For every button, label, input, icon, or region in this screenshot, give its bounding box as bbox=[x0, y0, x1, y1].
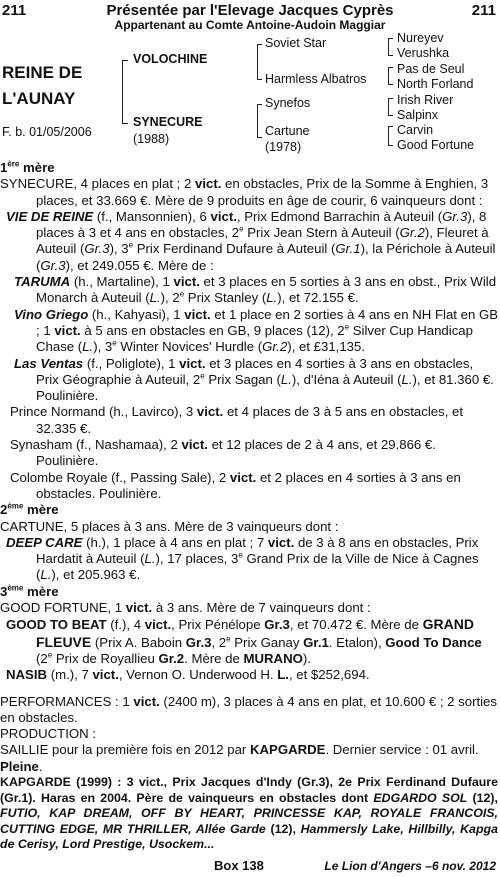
dam-good-fortune-entry: GOOD FORTUNE, 1 vict. à 3 ans. Mère de 7 vainqueurs dont : bbox=[0, 600, 371, 616]
ggparent-2: Verushka bbox=[397, 46, 450, 60]
produce-taruma: TARUMA (h., Martaline), 1 vict. et 3 places en 5 sorties à 3 ans en obst., Prix Wild Monarch à Auteuil (L.), 2e Prix Stanley (L.), et 72.155 €. bbox=[14, 274, 497, 306]
ggparent-1: Nureyev bbox=[397, 31, 444, 45]
catalogue-body bbox=[0, 160, 498, 853]
produce-nasib: NASIB (m.), 7 vict., Vernon O. Underwood H. L., et $252,694. bbox=[6, 667, 370, 683]
sale-place-date: Le Lion d'Angers –6 nov. 2012 bbox=[324, 859, 496, 873]
production: PRODUCTION : bbox=[0, 726, 96, 742]
dam-year: (1988) bbox=[133, 132, 170, 146]
produce-deep-care: DEEP CARE (h.), 1 place à 4 ans en plat ; 7 vict. de 3 à 8 ans en obstacles, Prix Hardatit à Auteuil (L.), 17 places, 3e Grand Prix de la Ville de Nice à Cagnes (L.), et 205.963 €. bbox=[6, 534, 479, 583]
produce-vie-de-reine: VIE DE REINE (f., Mansonnien), 6 vict., Prix Edmond Barrachin à Auteuil (Gr.3), 8 places à 3 et 4 ans en obstacles, 2e Prix Jean Stern à Auteuil (Gr.2), Fleuret à Auteuil (Gr.3), 3e Prix Ferdinand Dufaure à Auteuil (Gr.1), la Périchole à Auteuil (Gr.3), et 249.055 €. Mère de : bbox=[6, 208, 496, 273]
saillie: SAILLIE pour la première fois en 2012 par KAPGARDE. Dernier service : 01 avril. Pleine. bbox=[0, 742, 479, 774]
birth-info: F. b. 01/05/2006 bbox=[2, 125, 92, 139]
ggparent-6: Salpinx bbox=[397, 108, 438, 122]
ggparent-8: Good Fortune bbox=[397, 138, 475, 152]
produce-good-to-beat: GOOD TO BEAT (f.), 4 vict., Prix Pénélope Gr.3, et 70.472 €. Mère de GRAND FLEUVE (Prix A. Baboin Gr.3, 2e Prix Ganay Gr.1. Etalon), Good To Dance (2e Prix de Royallieu Gr.2. Mère de MURANO). bbox=[6, 616, 482, 666]
consignor-title: Présentée par l'Elevage Jacques Cyprès bbox=[106, 2, 394, 19]
horse-name-line1: REINE DE bbox=[2, 63, 83, 82]
kapgarde-note: KAPGARDE (1999) : 3 vict., Prix Jacques d'Indy (Gr.3), 2e Prix Ferdinand Dufaure (Gr.1). Haras en 2004. Père de vainqueurs en obstacles dont EDGARDO SOL (12), FUTIO, KAP DREAM, OFF BY HEART, PRINCESSE KAP, ROYALE FRANCOIS, CUTTING EDGE, MR THRILLER, Allée Garde (12), Hammersly Lake, Hillbilly, Kapga de Cerisy, Lord Prestige, Usockem... bbox=[0, 774, 498, 852]
grandsire-1: Soviet Star bbox=[265, 36, 327, 50]
produce-las-ventas: Las Ventas (f., Poliglote), 1 vict. et 3 places en 4 sorties à 3 ans en obstacles, Prix Géographie à Auteuil, 2e Prix Sagan (L.), d'Iéna à Auteuil (L.), et 81.360 €. Poulinière. bbox=[14, 355, 494, 404]
ggparent-5: Irish River bbox=[397, 93, 454, 107]
dam-name: SYNECURE bbox=[133, 115, 203, 129]
lot-number-left: 211 bbox=[2, 2, 27, 19]
dam-cartune-entry: CARTUNE, 5 places à 3 ans. Mère de 3 vainqueurs dont : bbox=[0, 518, 339, 534]
sire-name: VOLOCHINE bbox=[133, 52, 208, 66]
dam-synecure-entry: SYNECURE, 4 places en plat ; 2 vict. en obstacles, Prix de la Somme à Enghien, 3 places, et 33.669 €. Mère de 9 produits en âge de courir, 6 vainqueurs dont : bbox=[0, 176, 489, 208]
produce-prince-normand: Prince Normand (h., Lavirco), 3 vict. et 4 places de 3 à 5 ans en obstacles, et 32.335 €. bbox=[10, 404, 464, 436]
box-number: Box 138 bbox=[214, 858, 264, 873]
horse-name-line2: L'AUNAY bbox=[2, 89, 76, 108]
grandsire-2: Synefos bbox=[265, 96, 311, 110]
lot-number-right: 211 bbox=[471, 2, 496, 19]
ggparent-4: North Forland bbox=[397, 77, 474, 91]
produce-vino-griego: Vino Griego (h., Kahyasi), 1 vict. et 1 place en 2 sorties à 4 ans en NH Flat en GB ; 1 vict. à 5 ans en obstacles en GB, 9 places (12), 2e Silver Cup Handicap Chase (L.), 3e Winter Novices' Hurdle (Gr.2), et £31,135. bbox=[14, 306, 499, 355]
granddam-1: Harmless Albatros bbox=[265, 72, 367, 86]
produce-colombe-royale: Colombe Royale (f., Passing Sale), 2 vict. et 2 places en 4 sorties à 3 ans en obstacles. Poulinière. bbox=[10, 469, 461, 501]
ggparent-3: Pas de Seul bbox=[397, 62, 465, 76]
section-third-dam: 3ème mère bbox=[0, 583, 59, 599]
granddam-2-year: (1978) bbox=[265, 140, 302, 154]
produce-synasham: Synasham (f., Nashamaa), 2 vict. et 12 places de 2 à 4 ans, et 29.866 €. Poulinière. bbox=[10, 437, 436, 469]
owner-subtitle: Appartenant au Comte Antoine-Audoin Maggiar bbox=[114, 18, 386, 32]
granddam-2: Cartune bbox=[265, 124, 310, 138]
section-first-dam: 1ère mère bbox=[0, 159, 55, 175]
section-second-dam: 2ème mère bbox=[0, 501, 59, 518]
performances: PERFORMANCES : 1 vict. (2400 m), 3 places à 4 ans en plat, et 10.600 € ; 2 sorties en obstacles. bbox=[0, 693, 497, 725]
ggparent-7: Carvin bbox=[397, 123, 434, 137]
